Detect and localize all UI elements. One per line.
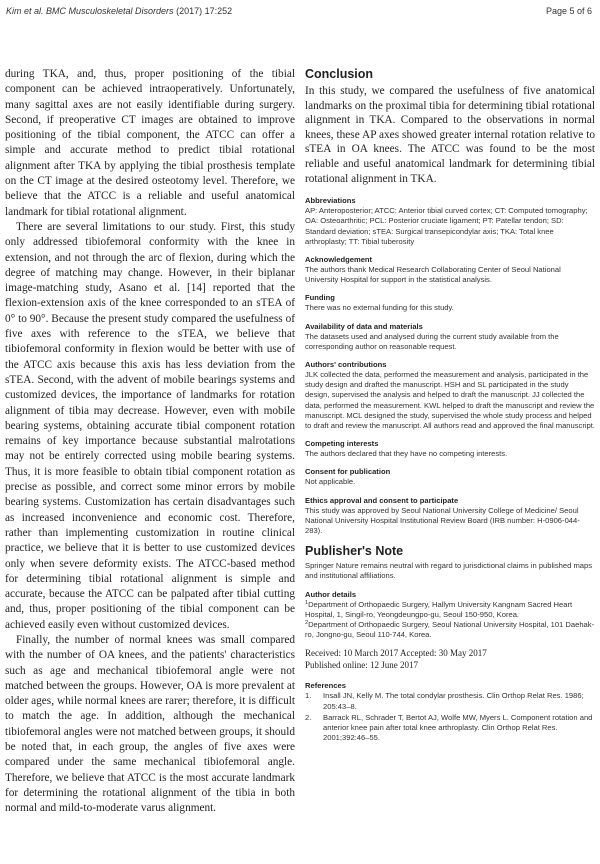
body-paragraph: Finally, the number of normal knees was small compared with the number of OA knees, and the patients' characteristics such as age and mechanical tibiofemoral angle were not matched between the groups. However, OA is more prevalent at older ages, while normal knees are rarer; therefore, it is difficult to match the age. In addition, although the mechanical tibiofemoral angles were not matched between groups, it should be noted that, in each group, the angles of five axes were compared under the same mechanical tibiofemoral angle. Therefore, we believe that ATCC is the most accurate landmark for determining the rotational alignment of the tibia in both normal and mild-to-moderate varus alignment. — [5, 633, 295, 815]
references-heading: References — [305, 681, 346, 691]
acknowledgement-text: The authors thank Medical Research Collaborating Center of Seoul National University Hospital for support in the statistical analysis. — [305, 264, 561, 285]
publishers-note-heading: Publisher's Note — [305, 544, 404, 559]
journal-year-volume: (2017) 17:252 — [176, 6, 233, 16]
received-accepted-date: Received: 10 March 2017 Accepted: 30 May 2017 — [305, 648, 487, 659]
conclusion-heading: Conclusion — [305, 67, 374, 81]
competing-interests-text: The authors declared that they have no competing interests. — [305, 449, 508, 459]
body-paragraph: There are several limitations to our study. First, this study only addressed tibiofemoral conformity with the knee in extension, and not through the arc of flexion, during which the degree of matching may change. However, in their biplanar image-matching study, Asano et al. [14] reported that the flexion-extension axis of the knee corresponded to an sTEA of 0° to 90°. Because the present study compared the usefulness of five axes with reference to the sTEA, we believe that tibiofemoral conformity in flexion would be better with use of the ATCC axis because this axis has less deviation from the sTEA. Second, with the advent of mobile bearings systems and customized devices, the importance of landmarks for rotation alignment of tibia may decrease. However, even with mobile bearing systems, obtaining accurate tibial component rotation remains of key importance because substantial malrotations may not be entirely corrected using mobile bearing systems. Thus, it is more feasible to obtain tibial component rotation as precise as possible, and correct some minor errors by mobile bearing systems. Customization has certain disadvantages such as increased inconvenience and economic cost. Therefore, rather than implementing customization in routine clinical practice, we believe that it is better to use customized devices only when severe deformity exists. The ATCC-based method for determining tibial rotational alignment is simple and accurate, because the ATCC can be palpated after tibial cutting and, thus, proper positioning of the tibial component can be achieved easily even without customized devices. — [5, 220, 295, 631]
author-details-text — [305, 600, 595, 641]
journal-citation — [6, 6, 232, 16]
competing-interests-heading: Competing interests — [305, 439, 379, 449]
publishers-note-text: Springer Nature remains neutral with regard to jurisdictional claims in published maps and institutional affiliations. — [305, 561, 593, 581]
right-column — [305, 67, 595, 744]
ethics-heading: Ethics approval and consent to participate — [305, 495, 459, 505]
reference-text: Barrack RL, Schrader T, Bertot AJ, Wolfe MW, Myers L. Component rotation and anterior knee pain after total knee arthroplasty. Clin Orthop Relat Res. 2001;392:46–55. — [323, 712, 593, 743]
reference-text: Insall JN, Kelly M. The total condylar prosthesis. Clin Orthop Relat Res. 1986; 205:43–8. — [323, 691, 584, 711]
publication-dates — [305, 648, 595, 671]
funding-text: There was no external funding for this study. — [305, 303, 454, 313]
affiliation: Department of Orthopaedic Surgery, Seoul National University Hospital, 101 Daehak-ro, Jongno-gu, Seoul 110-744, Korea. — [305, 620, 595, 640]
ethics-text: This study was approved by Seoul National University College of Medicine/ Seoul National University Hospital Institutional Review Board (IRB number: H-0906-044-283). — [305, 505, 580, 536]
consent-text: Not applicable. — [305, 477, 356, 487]
reference-number: 2. — [305, 712, 312, 722]
journal-name: Kim et al. BMC Musculoskeletal Disorders — [6, 6, 174, 16]
body-paragraph: during TKA, and, thus, proper positioning of the tibial component can be achieved intraoperatively. Unfortunately, many sagittal axes are not easily identifiable during surgery. Second, if preoperative CT images are obtained to improve positioning of the tibial component, the ATCC can offer a simple and accurate method to predict tibial rotational alignment after TKA by applying the tibial prosthesis template on the CT image at the desired osteotomy level. Therefore, we believe that the ATCC is a reliable and useful anatomical landmark for tibial rotational alignment. — [5, 68, 295, 218]
affiliation-marker: 1 — [305, 599, 309, 606]
conclusion-text: In this study, we compared the usefulness of five anatomical landmarks on the proximal tibia for determining tibial rotational alignment in TKA. Compared to the observations in normal knees, these AP axes showed greater internal rotation relative to sTEA in OA knees. The ATCC was found to be the most reliable and useful anatomical landmark for determining tibial rotational alignment in TKA. — [305, 85, 595, 185]
data-availability-heading: Availability of data and materials — [305, 321, 423, 331]
affiliation-marker: 2 — [305, 620, 309, 627]
author-details-heading: Author details — [305, 589, 357, 599]
reference-number: 1. — [305, 691, 312, 701]
page-number: Page 5 of 6 — [545, 6, 592, 16]
contributions-text: JLK collected the data, performed the measurement and analysis, participated in the study design and drafted the manuscript. HSH and SL participated in the study design, supervised the analysis and helped to draft the manuscript. JJ collected the data, performed the measurement. KWL helped to draft the manuscript and review the manuscript. MCL designed the study, supervised the whole study process and helped to draft and review the manuscript. All authors read and approved the final manuscript. — [305, 369, 595, 430]
funding-heading: Funding — [305, 293, 335, 303]
contributions-heading: Authors' contributions — [305, 359, 387, 369]
published-date: Published online: 12 June 2017 — [305, 659, 418, 670]
affiliation: Department of Orthopaedic Surgery, Hallym University Kangnam Sacred Heart Hospital, 1, Singil-ro, Yeongdeungpo-gu, Seoul 150-950, Korea. — [305, 599, 573, 619]
reference-item — [305, 691, 595, 711]
abbreviations-text: AP: Anteroposterior; ATCC: Anterior tibial curved cortex; CT: Computed tomography; OA: Osteoarthritic; PCL: Posterior cruciate ligament; PT: Patellar tendon; SD: Standard deviation; sTEA: Surgical transepicondylar axis; TKA: Total knee arthroplasty; TT: Tibial tuberosity — [305, 206, 588, 246]
acknowledgement-heading: Acknowledgement — [305, 254, 373, 264]
reference-item — [305, 713, 595, 744]
running-head — [6, 6, 592, 20]
consent-heading: Consent for publication — [305, 467, 391, 477]
abbreviations-heading: Abbreviations — [305, 196, 356, 206]
reference-list — [305, 691, 595, 743]
data-availability-text: The datasets used and analysed during the current study available from the corresponding author on reasonable request. — [305, 331, 559, 351]
left-column — [5, 67, 295, 817]
